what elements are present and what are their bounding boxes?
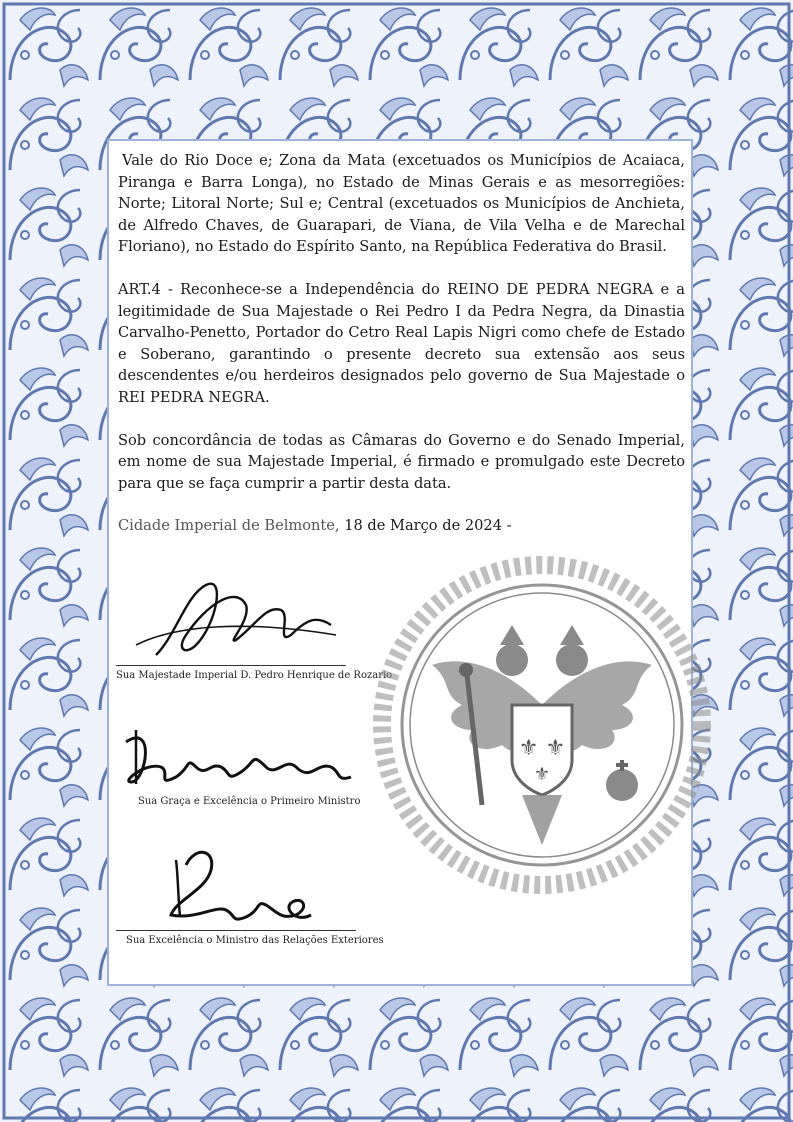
handwritten-signature-emperor [116, 565, 346, 665]
paragraph-article-4: ART.4 - Reconhece-se a Independência do REINO DE PEDRA NEGRA e a legitimidade de Sua Majestade o Rei Pedro I da Pedra Negra, da Dinastia Carvalho-Penetto, Portador do Cetro Real Lapis Nigri como chefe de Estado e Soberano, garantindo o presente decreto sua extensão aos seus descendentes e/ou herdeiros designados pelo governo de Sua Majestade o REI PEDRA NEGRA. [118, 280, 685, 406]
date: 18 de Março de 2024 - [344, 517, 512, 535]
signature-label-foreign-minister: Sua Excelência o Ministro das Relações Exteriores [126, 935, 384, 946]
place-and-date [118, 515, 685, 537]
signature-block-prime-minister [116, 722, 376, 807]
decree-body [118, 150, 685, 537]
signature-block-foreign-minister [116, 845, 384, 946]
paragraph-regions: Vale do Rio Doce e; Zona da Mata (excetuados os Municípios de Acaiaca, Piranga e Barra Longa), no Estado de Minas Gerais e as mesorregiões: Norte; Litoral Norte; Sul e; Central (excetuados os Municípios de Anchieta, de Alfredo Chaves, de Guarapari, de Viana, de Vila Velha e de Marechal Floriano), no Estado do Espírito Santo, na República Federativa do Brasil. [118, 152, 685, 256]
signature-label-prime-minister: Sua Graça e Excelência o Primeiro Ministro [138, 796, 361, 807]
svg-text:⚜ ⚜: ⚜ ⚜ [518, 736, 566, 761]
imperial-seal-icon [372, 555, 712, 895]
signature-label-emperor: Sua Majestade Imperial D. Pedro Henrique de Rozario [116, 670, 393, 681]
svg-text:⚜: ⚜ [533, 764, 551, 785]
place: Cidade Imperial de Belmonte, [118, 517, 340, 535]
paragraph-promulgation: Sob concordância de todas as Câmaras do Governo e do Senado Imperial, em nome de sua Majestade Imperial, é firmado e promulgado este Decreto para que se faça cumprir a partir desta data. [118, 431, 685, 492]
handwritten-signature-foreign-minister [116, 845, 356, 930]
handwritten-signature-prime-minister [116, 722, 356, 792]
signature-block-emperor [116, 565, 393, 681]
